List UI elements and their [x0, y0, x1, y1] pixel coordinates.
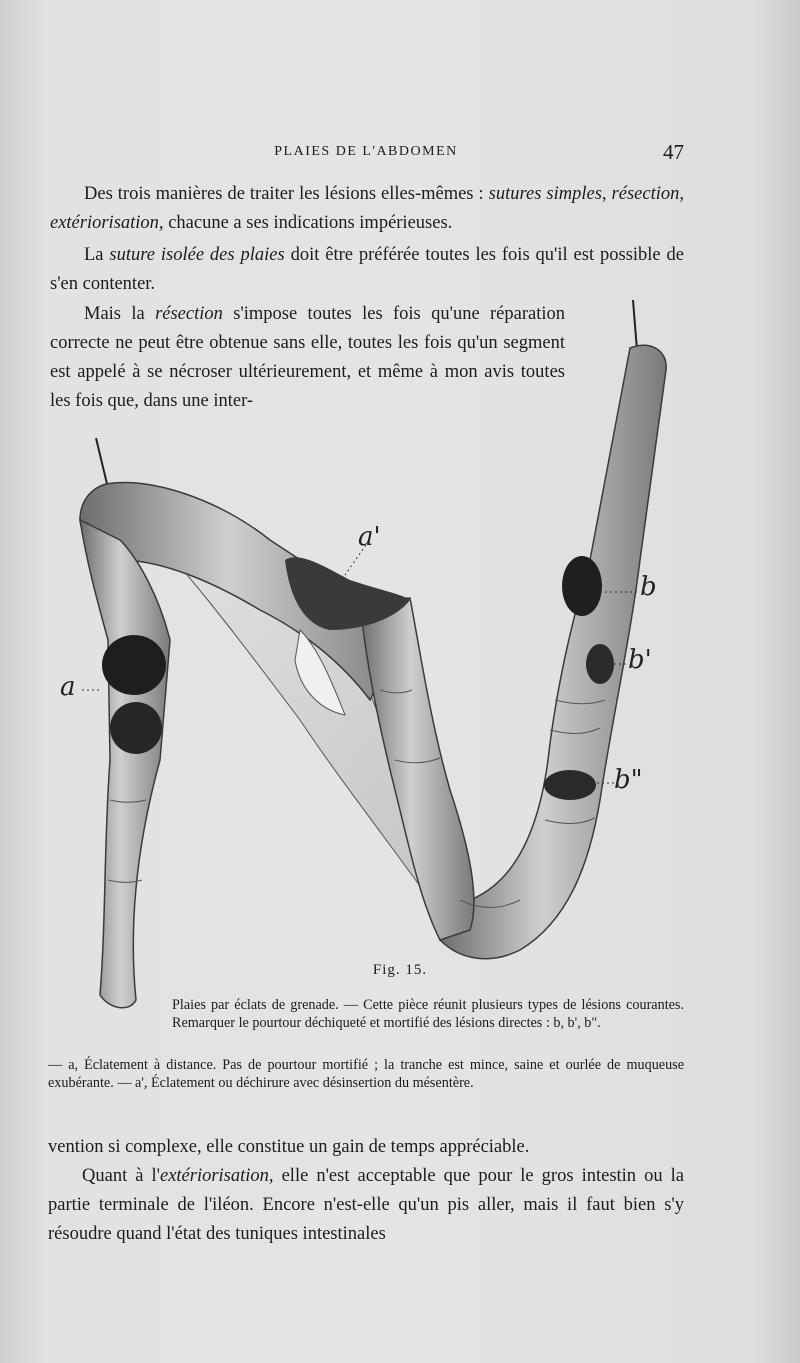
- figure-title: Fig. 15.: [372, 962, 428, 978]
- p3-text: Mais la: [84, 304, 156, 324]
- p1-text: Des trois manières de traiter les lésions elles-mêmes :: [84, 184, 489, 204]
- running-head: PLAIES DE L'ABDOMEN: [274, 144, 458, 159]
- paragraph-2: [50, 241, 684, 299]
- page-number: 47: [663, 140, 684, 164]
- figure-caption-1: Plaies par éclats de grenade. — Cette pièce réunit plusieurs types de lésions courantes. Remarquer le pourtour déchiqueté et mortifié des lésions directes : b, b', b".: [172, 997, 684, 1031]
- figure-label-b: b: [640, 572, 657, 602]
- p2-italic: suture isolée des plaies: [109, 245, 285, 265]
- figure-label-b-prime: b': [628, 645, 652, 675]
- paragraph-4: vention si complexe, elle constitue un gain de temps appréciable.: [48, 1137, 530, 1157]
- p3-italic: résection: [155, 304, 223, 324]
- figure-caption-2: — a, Éclatement à distance. Pas de pourtour mortifié ; la tranche est mince, saine et ourlée de muqueuse exubérante. — a', Éclatement ou déchirure avec désinsertion du mésentère.: [48, 1057, 684, 1091]
- p1-text-end: chacune a ses indications impérieuses.: [163, 213, 453, 233]
- p2-text-end: doit être préférée toutes les fois qu'il est possible de s'en contenter.: [50, 245, 684, 294]
- p3-text-end: s'impose toutes les fois qu'une réparation correcte ne peut être obtenue sans elle, toutes les fois qu'un segment est appelé à se nécroser ultérieurement, et même à mon avis toutes les fois que, dans une inter-: [50, 304, 565, 411]
- figure-label-a: a: [60, 672, 76, 702]
- p1-italic: sutures simples, résection, extériorisation,: [50, 184, 684, 233]
- p2-text: La: [84, 245, 110, 265]
- p5-text: Quant à l': [82, 1166, 160, 1186]
- p5-text-end: elle n'est acceptable que pour le gros intestin ou la partie terminale de l'iléon. Encore n'est-elle qu'un pis aller, mais il faut bien s'y résoudre quand l'état des tuniques intestinales: [48, 1166, 684, 1244]
- figure-label-a-prime: a': [358, 522, 381, 552]
- p5-italic: extériorisation,: [159, 1166, 274, 1186]
- page-header: [48, 142, 684, 166]
- intestine-illustration: [40, 300, 760, 1020]
- figure-label-b-second: b": [614, 765, 643, 795]
- paragraph-1: [50, 180, 684, 238]
- paragraph-5: [48, 1162, 684, 1249]
